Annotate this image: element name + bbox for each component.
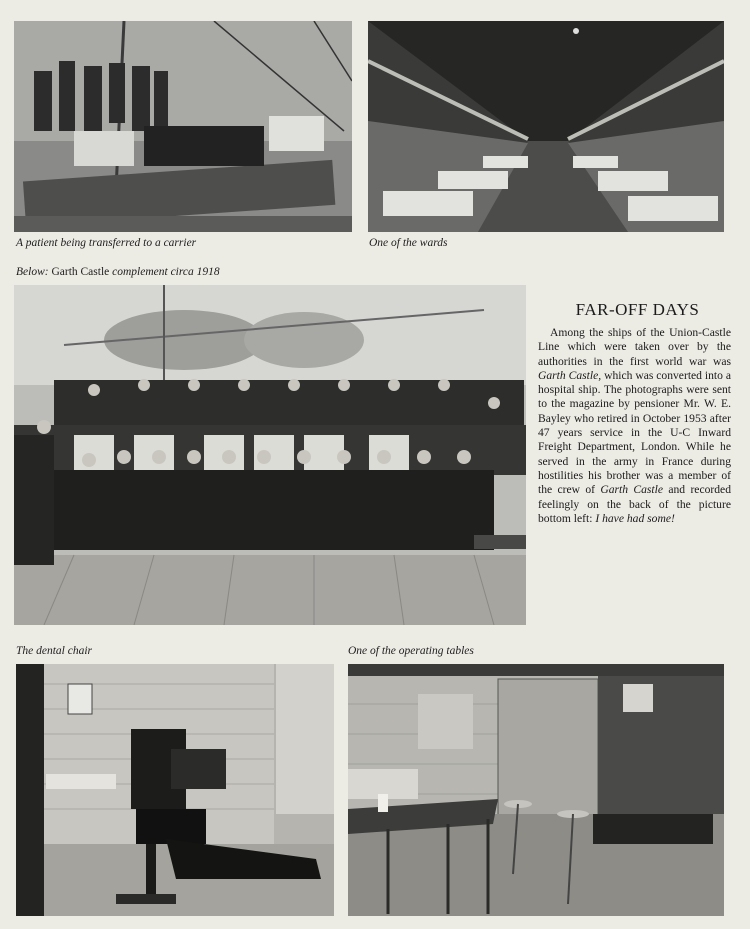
crew-caption-prefix: Below: bbox=[16, 266, 49, 278]
operating-table-photo-icon bbox=[348, 664, 724, 916]
crew-group-photo-icon bbox=[14, 285, 526, 625]
transfer-photo bbox=[14, 21, 352, 232]
dental-chair-photo-icon bbox=[16, 664, 334, 916]
article-body bbox=[538, 326, 731, 526]
crew-caption-ship: Garth Castle bbox=[51, 266, 110, 278]
ward-caption: One of the wards bbox=[369, 237, 448, 249]
dental-caption: The dental chair bbox=[16, 645, 93, 657]
stretcher-transfer-photo-icon bbox=[14, 21, 352, 232]
ward-photo bbox=[368, 21, 724, 232]
article-title: FAR-OFF DAYS bbox=[575, 300, 700, 319]
article-ship-1: Garth Castle, bbox=[538, 368, 602, 382]
article-ship-2: Garth Castle bbox=[600, 483, 664, 497]
article-part-2: which was converted into a hospital ship. The photographs were sent to the magazine by pensioner Mr. W. E. Bayley who retired in October 1953 after 47 years service in the U-C Inward Freight Department, London. While he served in the army in France during hostilities his brother was a member of the crew of bbox=[538, 368, 731, 497]
dental-photo bbox=[16, 664, 334, 916]
article-quote: I have had some! bbox=[595, 511, 675, 525]
article-part-1: Among the ships of the Union-Castle Line which were taken over by the authorities in the first world war was bbox=[538, 326, 731, 368]
transfer-caption: A patient being transferred to a carrier bbox=[16, 237, 197, 249]
operating-caption: One of the operating tables bbox=[348, 645, 474, 657]
article-part-3: and recorded feelingly on the back of the picture bottom left: bbox=[538, 483, 731, 525]
crew-photo bbox=[14, 285, 526, 625]
crew-caption-suffix: complement circa 1918 bbox=[112, 266, 220, 278]
hospital-ward-photo-icon bbox=[368, 21, 724, 232]
operating-photo bbox=[348, 664, 724, 916]
crew-caption bbox=[16, 266, 220, 279]
